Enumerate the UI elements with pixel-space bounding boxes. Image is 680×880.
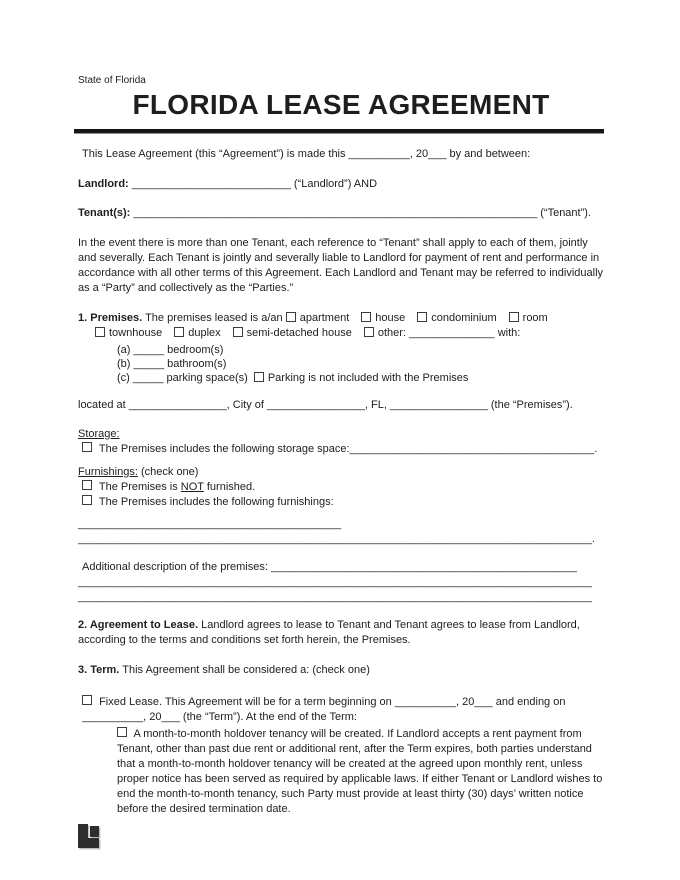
header-divider — [74, 129, 604, 134]
fixed-lease-text: Fixed Lease. This Agreement will be for a term beginning on __________, 20___ and ending on __________, 20___ (the “Term”). At the end of the Term: — [82, 695, 566, 723]
with-label: with: — [497, 327, 521, 339]
option-apartment: apartment — [299, 312, 350, 324]
additional-description-line — [78, 560, 604, 575]
checkbox-storage-space[interactable] — [82, 442, 92, 452]
storage-heading: Storage: — [78, 427, 120, 440]
holdover-text: A month-to-month holdover tenancy will be created. If Landlord accepts a rent payment from Tenant, other than past due rent or additional rent, after the Term expires, both parties understand that a month-to-month holdover tenancy will be created at the agreed upon monthly rent, unless proper notice has been served as required by applicable laws. If either Tenant or Landlord wishes to end the month-to-month tenancy, such Party must provide at least thirty (30) days’ written notice before the desired termination date. — [117, 727, 603, 815]
additional-description-label: Additional description of the premises: — [82, 560, 268, 573]
additional-blank-line-2: ____________________________________________________________________________________ — [78, 575, 592, 588]
option-room: room — [522, 312, 548, 324]
document-title: FLORIDA LEASE AGREEMENT — [132, 89, 550, 120]
state-label: State of Florida — [78, 75, 146, 86]
not-word: NOT — [180, 480, 204, 493]
tenant-label: Tenant(s): — [78, 207, 131, 219]
not-furnished-item — [78, 480, 604, 495]
checkbox-no-parking[interactable] — [254, 372, 264, 382]
agreement-body: Landlord agrees to lease to Tenant and Tenant agrees to lease from Landlord, according to the terms and conditions set forth herein, the Premises. — [78, 618, 580, 646]
landlord-line — [78, 177, 604, 192]
checkbox-not-furnished[interactable] — [82, 480, 92, 490]
bathrooms-row: (b) _____ bathroom(s) — [117, 357, 227, 370]
joint-severally-paragraph: In the event there is more than one Tenant, each reference to “Tenant” shall apply to each of them, jointly and severally. Each Tenant is jointly and severally liable to Landlord for payment of rent and performance in accordance with all other terms of this Agreement. Each Landlord and Tenant may be referred to individually as a “Party” and collectively as the “Parties.” — [78, 237, 604, 294]
checkbox-fixed-lease[interactable] — [82, 695, 92, 705]
checkbox-room[interactable] — [509, 312, 519, 322]
storage-blank: ________________________________________. — [349, 442, 598, 455]
no-parking-label: Parking is not included with the Premises — [267, 372, 469, 384]
tenant-line — [78, 206, 604, 221]
term-heading: 3. Term. — [78, 663, 120, 676]
checkbox-house[interactable] — [361, 312, 371, 322]
agreement-to-lease-paragraph — [78, 618, 604, 648]
option-other-blank: other: ______________ — [377, 327, 495, 339]
storage-item — [78, 442, 604, 457]
option-townhouse: townhouse — [109, 327, 163, 339]
premises-options-row2 — [95, 326, 604, 341]
tenant-name-blank: __________________________________________________________________ (“Tenant”). — [133, 207, 591, 219]
premises-heading: 1. Premises. — [78, 312, 143, 324]
furnishings-heading-line — [78, 465, 604, 480]
option-duplex: duplex — [188, 327, 221, 339]
checkbox-other[interactable] — [364, 327, 374, 337]
not-furnished-pre: The Premises is — [98, 480, 178, 493]
located-line: located at ________________, City of ________________, FL, ________________ (the “Premises”). — [78, 398, 573, 411]
additional-blank-line-3: ____________________________________________________________________________________ — [78, 590, 592, 603]
option-house: house — [375, 312, 406, 324]
furnished-item-text: The Premises includes the following furnishings: — [98, 495, 334, 508]
option-semi-detached: semi-detached house — [246, 327, 352, 339]
holdover-item — [117, 727, 604, 817]
furnished-item — [78, 495, 604, 510]
term-paragraph — [78, 663, 604, 678]
checkbox-holdover[interactable] — [117, 727, 127, 737]
checkbox-apartment[interactable] — [286, 312, 296, 322]
legal-templates-logo — [78, 824, 104, 850]
term-body: This Agreement shall be considered a: (check one) — [122, 663, 370, 676]
furnishings-blank-line-1: ___________________________________________ — [78, 517, 342, 530]
checkbox-semi-detached[interactable] — [233, 327, 243, 337]
furnishings-check-one: (check one) — [140, 465, 199, 478]
parking-blank: (c) _____ parking space(s) — [117, 372, 248, 384]
additional-description-blank: __________________________________________________ — [270, 560, 577, 573]
landlord-name-blank: __________________________ (“Landlord”) AND — [131, 178, 378, 190]
checkbox-townhouse[interactable] — [95, 327, 105, 337]
agreement-heading: 2. Agreement to Lease. — [78, 618, 199, 631]
option-condominium: condominium — [431, 312, 497, 324]
bedrooms-row: (a) _____ bedroom(s) — [117, 344, 224, 356]
furnishings-blank-line-2: ____________________________________________________________________________________. — [78, 532, 595, 545]
intro-made-line: This Lease Agreement (this “Agreement”) is made this __________, 20___ by and between: — [82, 148, 531, 160]
not-furnished-post: furnished. — [206, 480, 256, 493]
checkbox-furnishings-included[interactable] — [82, 495, 92, 505]
furnishings-heading: Furnishings: — [78, 465, 138, 478]
landlord-label: Landlord: — [78, 178, 129, 190]
fixed-lease-item — [78, 695, 604, 725]
premises-lead-line — [78, 311, 604, 326]
checkbox-condominium[interactable] — [417, 312, 427, 322]
parking-row — [117, 371, 604, 386]
premises-lead-text: The premises leased is a/an — [145, 312, 283, 324]
checkbox-duplex[interactable] — [174, 327, 184, 337]
storage-item-text: The Premises includes the following storage space: — [98, 442, 350, 455]
